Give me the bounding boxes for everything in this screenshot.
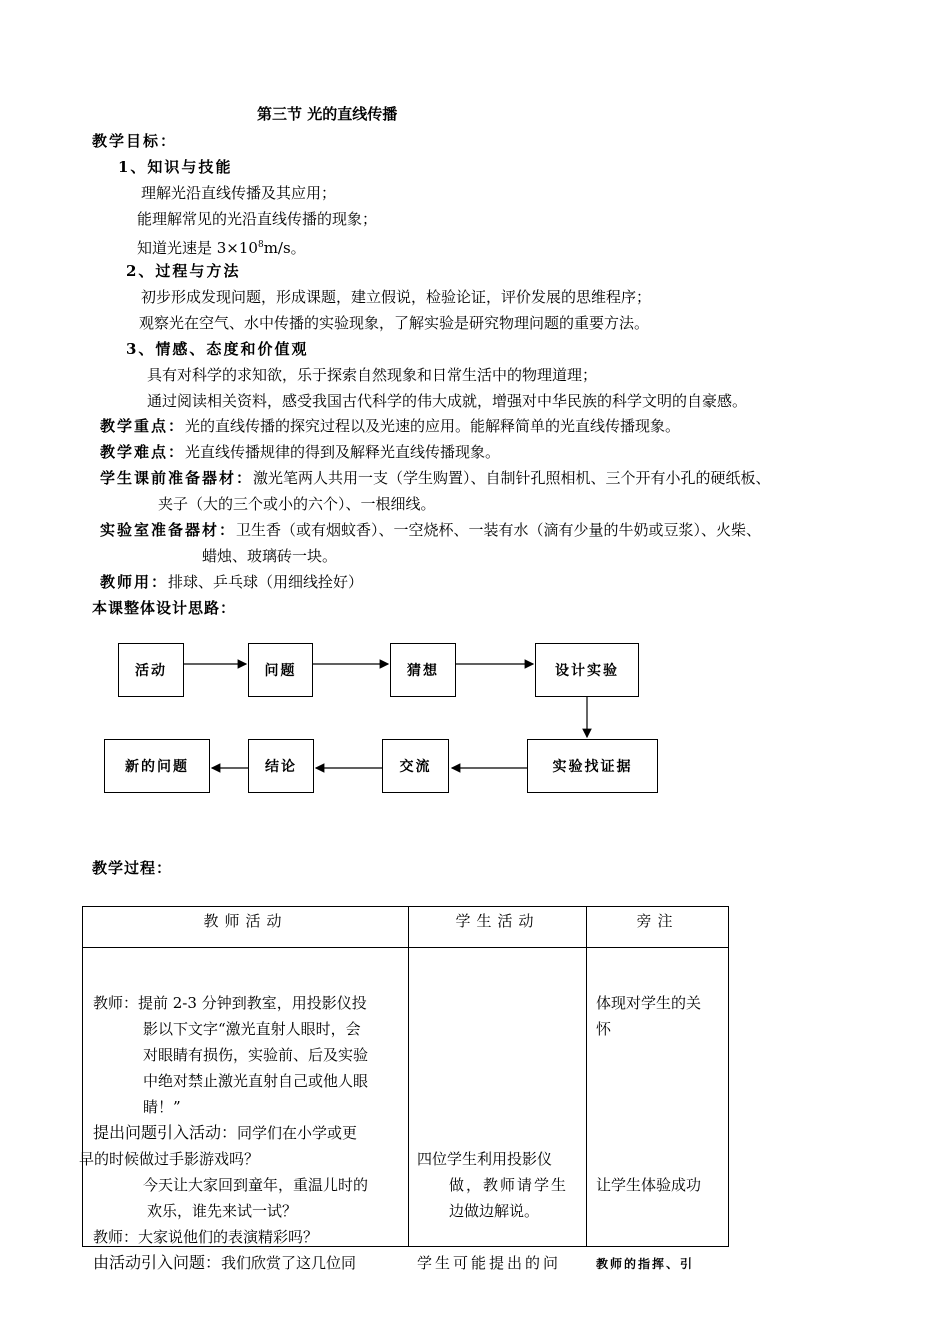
flow-box-new-question: 新的问题 [104, 739, 210, 793]
key-point-label: 教学重点： [100, 417, 186, 435]
lab-equipment-line1: 卫生香（或有烟蚊香）、一空烧杯、一装有水（滴有少量的牛奶或豆浆）、火柴、 [236, 521, 762, 539]
flow-box-design-experiment: 设计实验 [535, 643, 639, 697]
teacher-line-from-activity [93, 1253, 356, 1273]
goal-item: 初步形成发现问题，形成课题，建立假说，检验论证，评价发展的思维程序； [141, 288, 652, 306]
student-line: 边做边解说。 [449, 1202, 540, 1220]
flow-box-question: 问题 [248, 643, 313, 697]
flow-box-exchange: 交流 [382, 739, 449, 793]
teacher-line: 教师：提前 2-3 分钟到教室，用投影仪投 [93, 994, 367, 1012]
flow-box-activity: 活动 [118, 643, 184, 697]
goals-section3-heading: 3、情感、态度和价值观 [126, 340, 309, 358]
teacher-equipment-text: 排球、乒乓球（用细线拴好） [168, 573, 364, 591]
teacher-equipment [100, 572, 363, 592]
teacher-line: 教师：大家说他们的表演精彩吗？ [93, 1228, 319, 1246]
goal-item: 理解光沿直线传播及其应用； [141, 184, 337, 202]
lab-equipment-label: 实验室准备器材： [100, 521, 237, 539]
raise-question-label: 提出问题引入活动： [93, 1123, 238, 1142]
speed-prefix: 知道光速是 3×10 [137, 239, 258, 257]
teacher-line: 对眼睛有损伤，实验前、后及实验 [143, 1046, 369, 1064]
raise-question-text: 同学们在小学或更 [237, 1124, 358, 1142]
student-equipment-line2: 夹子（大的三个或小的六个）、一根细线。 [158, 495, 436, 513]
goals-heading: 教学目标： [92, 132, 178, 150]
teacher-line: 早的时候做过手影游戏吗？ [79, 1150, 260, 1168]
key-point [100, 416, 680, 436]
header-teacher-activity: 教师活动 [83, 907, 409, 948]
student-equipment-label: 学生课前准备器材： [100, 469, 254, 487]
student-line: 四位学生利用投影仪 [417, 1150, 553, 1168]
design-heading: 本课整体设计思路： [92, 599, 237, 617]
goal-item: 通过阅读相关资料，感受我国古代科学的伟大成就，增强对中华民族的科学文明的自豪感。 [147, 392, 748, 410]
teacher-line: 今天让大家回到童年，重温儿时的 [143, 1176, 369, 1194]
speed-suffix: m/s。 [263, 239, 306, 257]
flow-box-guess: 猜想 [390, 643, 456, 697]
lab-equipment-line2: 蜡烛、玻璃砖一块。 [202, 547, 338, 565]
student-activity-cell [409, 948, 587, 1272]
note-line: 让学生体验成功 [596, 1176, 702, 1194]
process-heading: 教学过程： [92, 859, 173, 877]
goals-section1-heading: 1、知识与技能 [118, 158, 233, 176]
process-table [79, 906, 729, 1272]
header-notes: 旁注 [587, 907, 729, 948]
table-row [83, 948, 729, 1247]
header-student-activity: 学生活动 [409, 907, 587, 948]
difficulty [100, 442, 500, 462]
student-line: 做，教师请学生 [449, 1176, 569, 1194]
table-header-row [83, 907, 729, 948]
from-activity-text: 我们欣赏了这几位同 [221, 1254, 357, 1272]
page-title: 第三节 光的直线传播 [257, 105, 398, 123]
difficulty-label: 教学难点： [100, 443, 186, 461]
flow-box-experiment-evidence: 实验找证据 [527, 739, 658, 793]
student-equipment [100, 468, 771, 488]
note-line: 教师的指挥、引 [596, 1257, 695, 1271]
flow-box-conclusion: 结论 [248, 739, 314, 793]
note-line: 体现对学生的关 [596, 994, 702, 1012]
teacher-line: 欢乐，谁先来试一试？ [147, 1202, 298, 1220]
teacher-equipment-label: 教师用： [100, 573, 169, 591]
teacher-line: 睛！” [143, 1098, 181, 1116]
difficulty-text: 光直线传播规律的得到及解释光直线传播现象。 [185, 443, 501, 461]
goal-item: 能理解常见的光沿直线传播的现象； [137, 210, 378, 228]
goal-item-speed [137, 235, 306, 258]
goal-item: 观察光在空气、水中传播的实验现象，了解实验是研究物理问题的重要方法。 [139, 314, 650, 332]
teacher-line-raise-question [93, 1123, 357, 1143]
teacher-line: 影以下文字“激光直射人眼时，会 [143, 1020, 361, 1038]
from-activity-label: 由活动引入问题： [93, 1253, 222, 1272]
key-point-text: 光的直线传播的探究过程以及光速的应用。能解释简单的光直线传播现象。 [185, 417, 681, 435]
goal-item: 具有对科学的求知欲，乐于探索自然现象和日常生活中的物理道理； [147, 366, 598, 384]
note-line: 怀 [596, 1020, 612, 1038]
student-equipment-line1: 激光笔两人共用一支（学生购置）、自制针孔照相机、三个开有小孔的硬纸板、 [253, 469, 771, 487]
lab-equipment [100, 520, 761, 540]
goals-section2-heading: 2、过程与方法 [126, 262, 241, 280]
teacher-line: 中绝对禁止激光直射自己或他人眼 [143, 1072, 369, 1090]
notes-cell [587, 948, 729, 1271]
student-line: 学生可能提出的问 [417, 1254, 562, 1272]
speed-exponent: 8 [257, 240, 264, 250]
teacher-activity-cell [79, 948, 409, 1272]
